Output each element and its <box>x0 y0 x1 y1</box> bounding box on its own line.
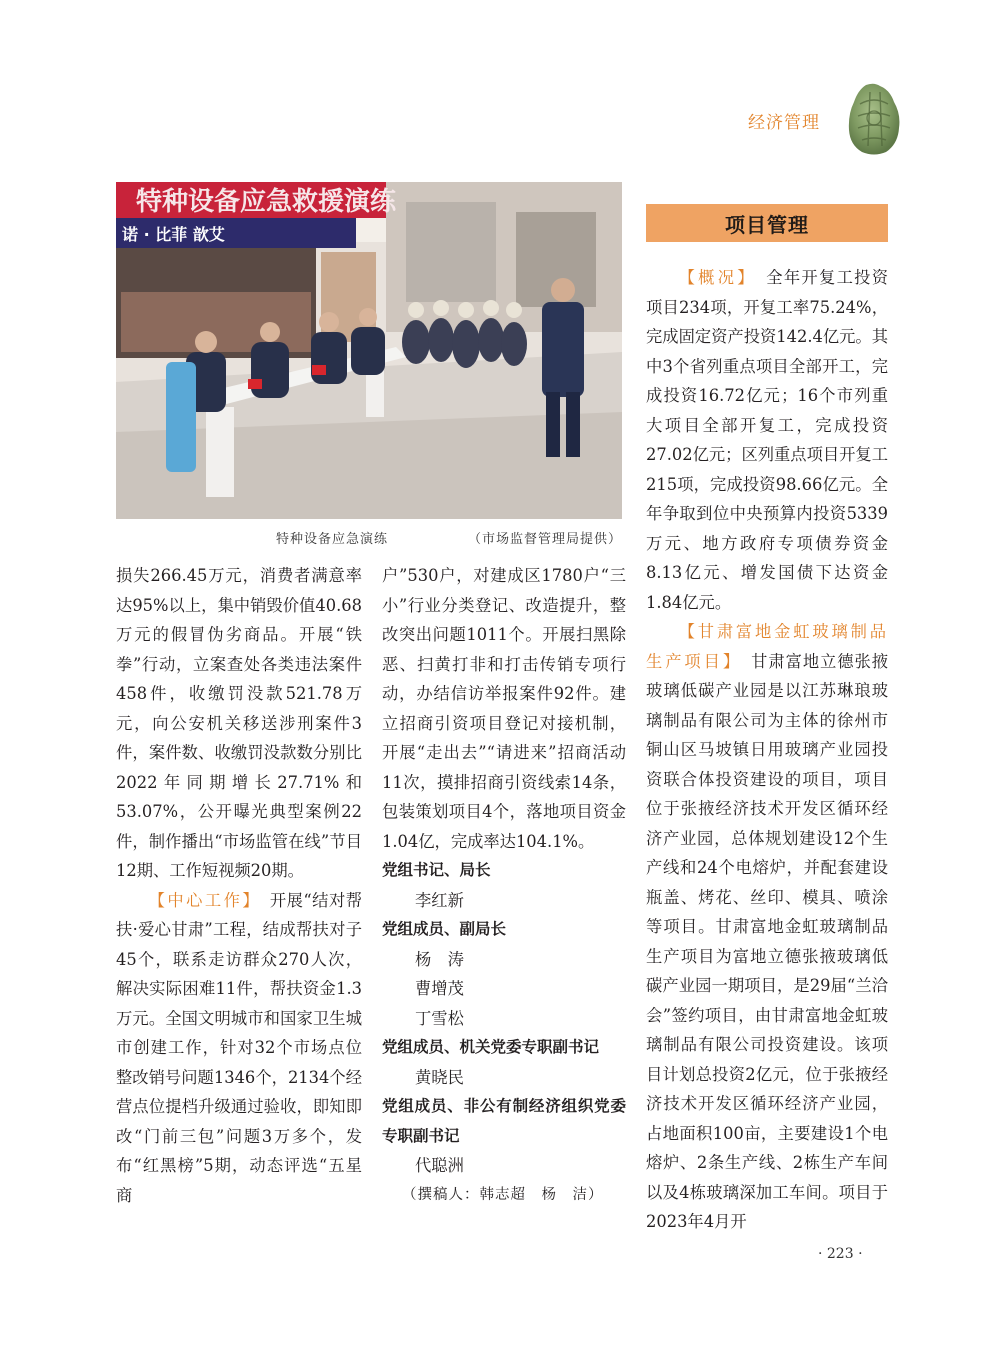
jade-seal-icon <box>846 82 902 156</box>
role-title: 党组成员、机关党委专职副书记 <box>382 1038 600 1056</box>
person-name: 丁雪松 <box>415 1008 464 1028</box>
person-name: 杨 涛 <box>415 949 464 969</box>
paragraph-center-work <box>116 886 362 1211</box>
page-number: · 223 · <box>818 1246 863 1262</box>
column-2 <box>382 561 626 1210</box>
section-label: 经济管理 <box>748 113 820 133</box>
author-credit: （撰稿人：韩志超 杨 洁） <box>402 1186 604 1203</box>
role-title: 党组成员、非公有制经济组织党委专职副书记 <box>382 1097 626 1145</box>
section-heading: 项目管理 <box>646 204 888 242</box>
paragraph: 损失266.45万元，消费者满意率达95%以上，集中销毁价值40.68万元的假冒伪劣商品。开展“铁拳”行动，立案查处各类违法案件458件，收缴罚没款521.78万元，向公安机关移送涉刑案件3件，案件数、收缴罚没款数分别比2022年同期增长27.71%和53.07%，公开曝光典型案例22件，制作播出“市场监管在线”节目12期、工作短视频20期。 <box>116 566 362 880</box>
drill-photo <box>116 182 622 519</box>
person-name: 黄晓民 <box>415 1067 464 1087</box>
keyword-label: 【中心工作】 <box>148 890 262 910</box>
speaker-figure <box>542 302 584 397</box>
column-1 <box>116 561 362 1210</box>
paragraph-text: 甘肃富地立德张掖玻璃低碳产业园是以江苏琳琅玻璃制品有限公司为主体的徐州市铜山区马坡镇日用玻璃产业园投资联合体投资建设的项目，项目位于张掖经济技术开发区循环经济产业园，总体规划建设12个生产线和24个电熔炉，并配套建设瓶盖、烤花、丝印、模具、喷涂等项目。甘肃富地金虹玻璃制品生产项目为富地立德张掖玻璃低碳产业园一期项目，是29届“兰洽会”签约项目，由甘肃富地金虹玻璃制品有限公司投资建设。该项目计划总投资2亿元，位于张掖经济技术开发区循环经济产业园，占地面积100亩，主要建设1个电熔炉、2条生产线、2栋生产车间以及4栋玻璃深加工车间。项目于2023年4月开 <box>646 651 888 1231</box>
caption-credit: （市场监督管理局提供） <box>467 532 622 547</box>
paragraph-project <box>646 617 888 1237</box>
person-name: 李红新 <box>415 890 464 910</box>
photo-caption <box>116 528 622 550</box>
role-title: 党组成员、副局长 <box>382 920 507 938</box>
keyword-label: 【甘肃富地金虹玻璃制品生产项目】 <box>646 622 888 671</box>
keyword-label: 【概况】 <box>678 268 757 287</box>
banner-subtext: 诺 · 比菲 歆艾 <box>122 225 225 244</box>
paragraph-overview <box>646 263 888 617</box>
caption-title: 特种设备应急演练 <box>276 532 389 547</box>
column-3 <box>646 263 888 1237</box>
person-name: 代聪洲 <box>415 1156 464 1175</box>
paragraph-text: 开展“结对帮扶·爱心甘肃”工程，结成帮扶对子45个，联系走访群众270人次，解决实际困难11件，帮扶资金1.3万元。全国文明城市和国家卫生城市创建工作，针对32个市场点位整改销号问题1346个，2134个经营点位提档升级通过验收，即知即改“门前三包”问题3万多个，发布“红黑榜”5期，动态评选“五星商 <box>116 890 362 1205</box>
person-name: 曹增茂 <box>415 979 464 998</box>
role-title: 党组书记、局长 <box>382 861 491 879</box>
paragraph-text: 全年开复工投资项目234项，开复工率75.24%，完成固定资产投资142.4亿元。其中3个省列重点项目全部开工，完成投资16.72亿元；16个市列重大项目全部开复工，完成投资27.02亿元；区列重点项目开复工215项，完成投资98.66亿元。全年争取到位中央预算内投资5339万元、地方政府专项债券资金8.13亿元、增发国债下达资金1.84亿元。 <box>646 268 888 612</box>
banner-text: 特种设备应急救援演练 <box>136 187 397 217</box>
photo-scene <box>116 182 622 519</box>
paragraph: 户”530户，对建成区1780户“三小”行业分类登记、改造提升，整改突出问题1011个。开展扫黑除恶、扫黄打非和打击传销专项行动，办结信访举报案件92件。建立招商引资项目登记对接机制，开展“走出去”“请进来”招商活动11次，摸排招商引资线索14条，包装策划项目4个，落地项目资金1.04亿，完成率达104.1%。 <box>382 566 626 851</box>
